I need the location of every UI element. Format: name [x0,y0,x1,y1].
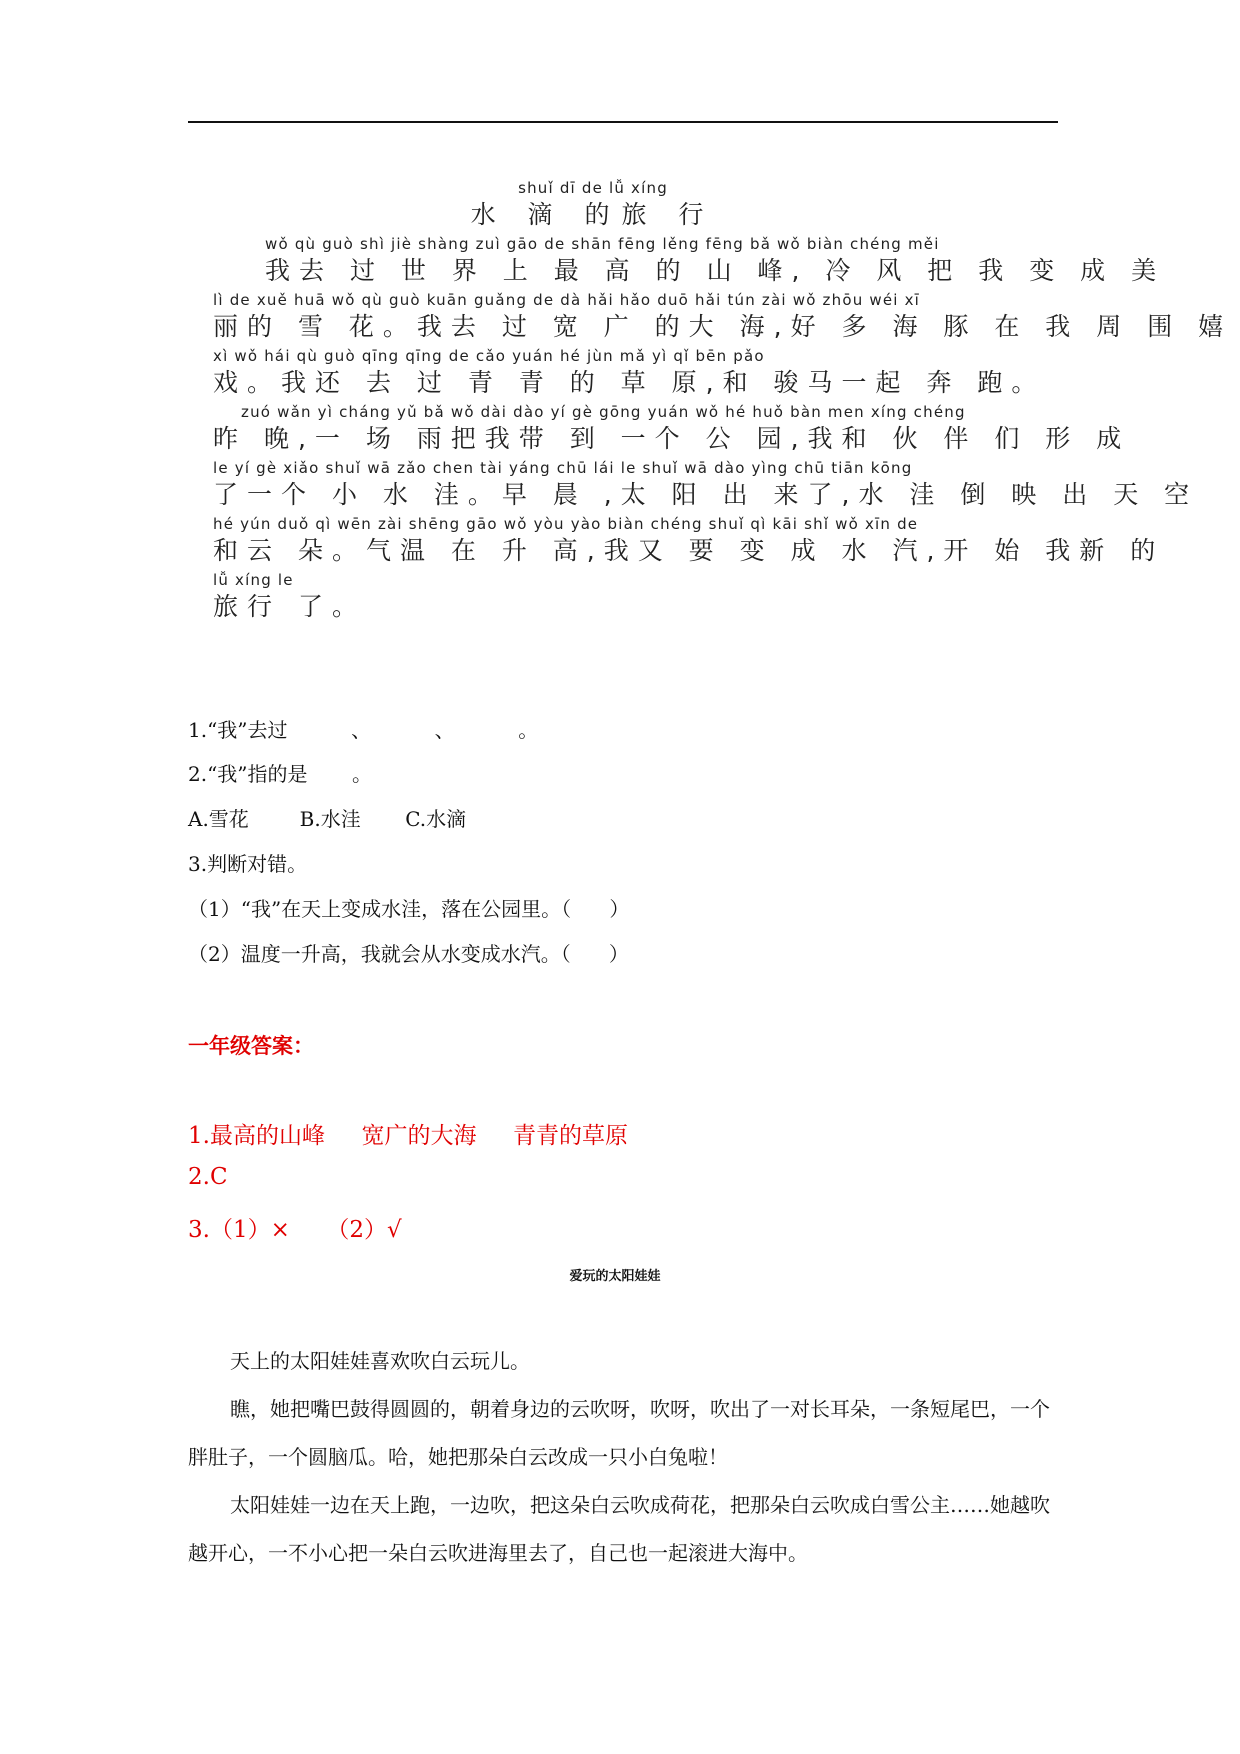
passage-title: 水 滴 的旅 行 [470,200,716,229]
passage-line-text: 了一个 小 水 洼。早 晨 ,太 阳 出 来了,水 洼 倒 映 出 天 空 [213,480,1199,509]
question-1: 1.“我”去过 、 、 。 [188,718,539,742]
question-2-options: A.雪花 B.水洼 C.水滴 [188,807,467,831]
story-title: 爱玩的太阳娃娃 [569,1269,661,1284]
answer-1: 1.最高的山峰 宽广的大海 青青的草原 [188,1123,629,1149]
passage-line-pinyin: lǚ xíng le [213,571,294,589]
answer-3: 3.（1）× （2）√ [188,1217,402,1243]
story-paragraph-3: 太阳娃娃一边在天上跑，一边吹，把这朵白云吹成荷花，把那朵白云吹成白雪公主……她越吹越开心，一不小心把一朵白云吹进海里去了，自己也一起滚进大海中。 [188,1493,1050,1565]
passage-line-pinyin: le yí gè xiǎo shuǐ wā zǎo chen tài yáng chū lái le shuǐ wā dào yìng chū tiān kōng [213,459,913,477]
question-3: 3.判断对错。 [188,852,308,876]
passage-line-text: 我去 过 世 界 上 最 高 的 山 峰, 冷 风 把 我 变 成 美 [265,256,1166,285]
question-3-item-2: （2）温度一升高，我就会从水变成水汽。（ ） [188,942,629,966]
question-3-item-1: （1）“我”在天上变成水洼，落在公园里。（ ） [188,897,630,921]
passage-line-text: 丽的 雪 花。我去 过 宽 广 的大 海,好 多 海 豚 在 我 周 围 嬉 [213,312,1233,341]
story-paragraph-2: 瞧，她把嘴巴鼓得圆圆的，朝着身边的云吹呀，吹呀，吹出了一对长耳朵，一条短尾巴，一个胖肚子，一个圆脑瓜。哈，她把那朵白云改成一只小白兔啦！ [188,1397,1050,1469]
story-paragraph-1: 天上的太阳娃娃喜欢吹白云玩儿。 [230,1349,530,1373]
passage-line-text: 戏。我还 去 过 青 青 的 草 原,和 骏马一起 奔 跑。 [213,368,1046,397]
passage-line-text: 旅行 了。 [213,592,366,621]
passage-title-pinyin: shuǐ dī de lǚ xíng [518,179,668,197]
header-rule [188,121,1058,123]
answer-2: 2.C [188,1164,228,1190]
question-2: 2.“我”指的是 。 [188,762,373,786]
answers-heading: 一年级答案： [188,1034,314,1058]
passage-line-pinyin: zuó wǎn yì cháng yǔ bǎ wǒ dài dào yí gè gōng yuán wǒ hé huǒ bàn men xíng chéng [241,403,966,421]
passage-line-pinyin: wǒ qù guò shì jiè shàng zuì gāo de shān fēng lěng fēng bǎ wǒ biàn chéng měi [265,235,940,253]
story-title-wrap [0,1265,1240,1284]
passage-line-pinyin: hé yún duǒ qì wēn zài shēng gāo wǒ yòu yào biàn chéng shuǐ qì kāi shǐ wǒ xīn de [213,515,919,533]
passage-line-text: 昨 晚,一 场 雨把我带 到 一个 公 园,我和 伙 伴 们 形 成 [213,424,1131,453]
pinyin-passage [213,178,1233,626]
passage-line-text: 和云 朵。气温 在 升 高,我又 要 变 成 水 汽,开 始 我新 的 [213,536,1165,565]
passage-line-pinyin: xì wǒ hái qù guò qīng qīng de cǎo yuán hé jùn mǎ yì qǐ bēn pǎo [213,347,765,365]
passage-line-pinyin: lì de xuě huā wǒ qù guò kuān guǎng de dà hǎi hǎo duō hǎi tún zài wǒ zhōu wéi xī [213,291,921,309]
